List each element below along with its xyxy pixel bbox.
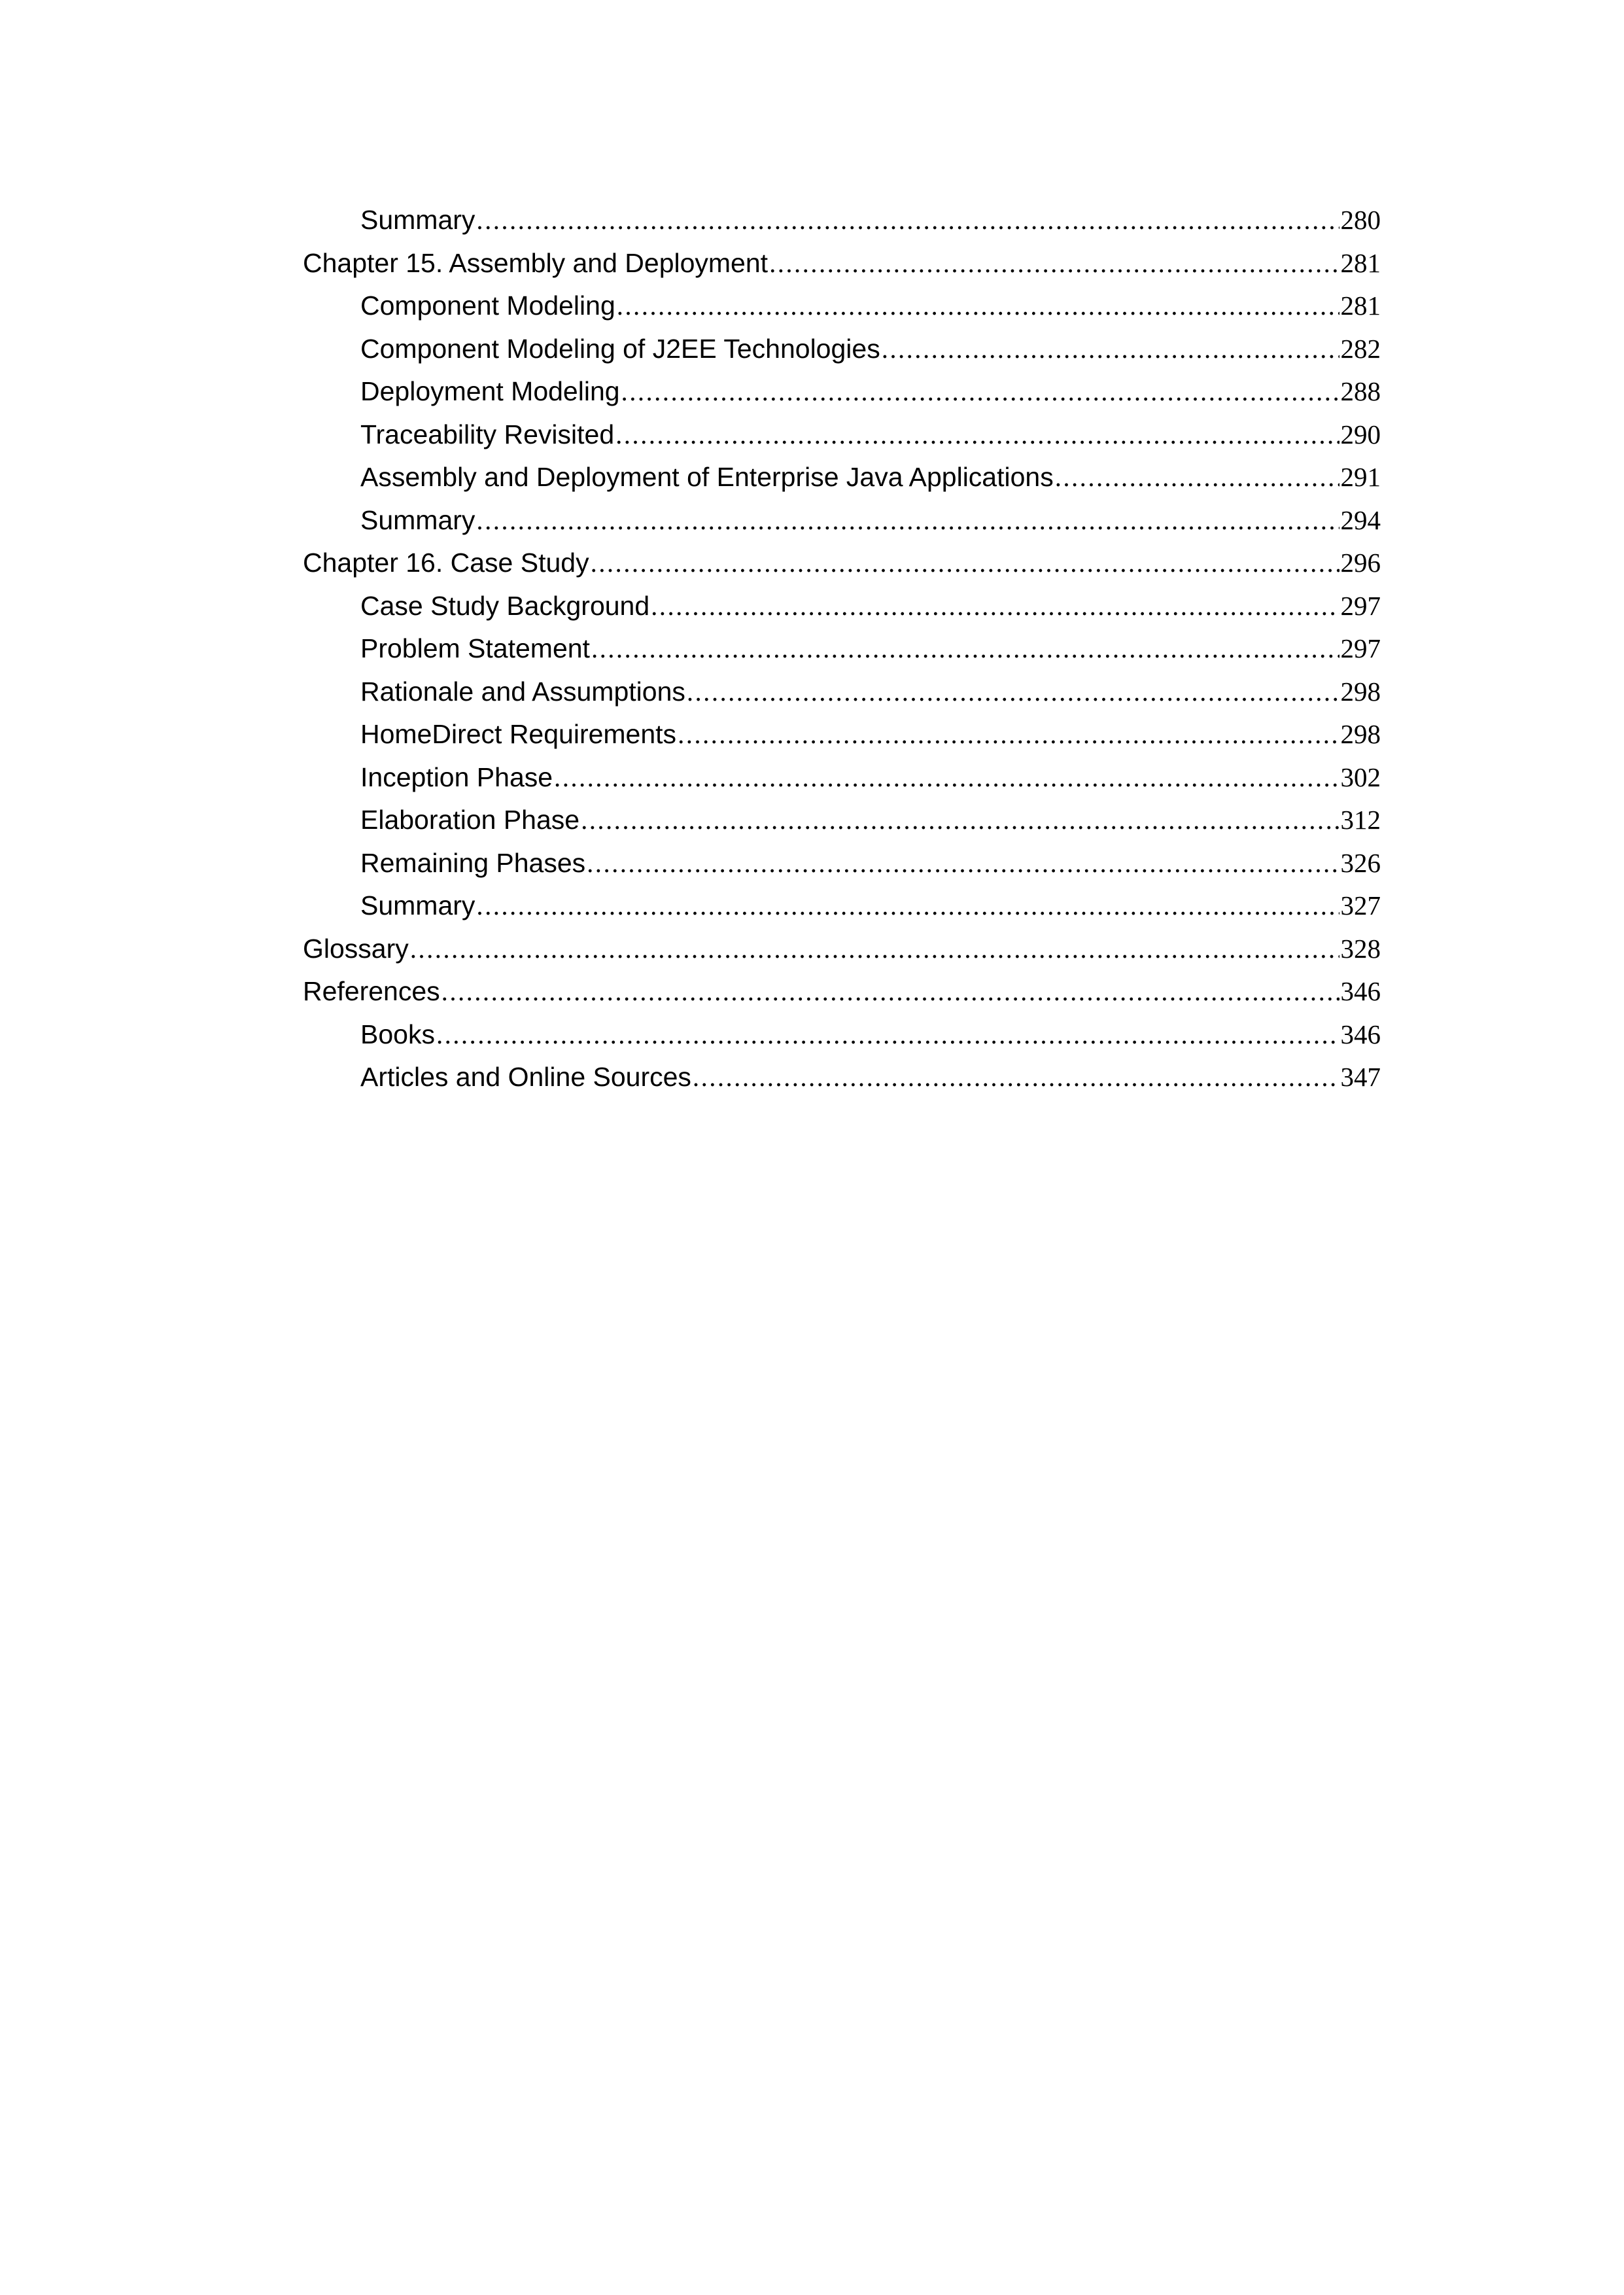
- toc-entry-title: Elaboration Phase: [360, 805, 580, 835]
- toc-entry-page-number: 280: [1340, 205, 1381, 235]
- toc-entry-title: Remaining Phases: [360, 847, 586, 878]
- toc-entry-page-number: 327: [1340, 890, 1381, 920]
- toc-entry-page-number: 347: [1340, 1062, 1381, 1092]
- dot-leader: [441, 970, 1339, 1013]
- toc-entry-page-number: 302: [1340, 762, 1381, 792]
- toc-entry-page-number: 288: [1340, 376, 1381, 406]
- toc-entry-title: Summary: [360, 890, 475, 920]
- toc-entry-summary-ch14[interactable]: [303, 199, 1381, 242]
- toc-entry-title: Assembly and Deployment of Enterprise Java Applications: [360, 462, 1054, 492]
- dot-leader: [678, 713, 1339, 756]
- toc-entry-page-number: 312: [1340, 805, 1381, 835]
- toc-entry-rationale-assumptions[interactable]: [303, 671, 1381, 714]
- toc-entry-page-number: 296: [1340, 548, 1381, 578]
- toc-entry-summary-ch16[interactable]: [303, 885, 1381, 928]
- dot-leader: [615, 413, 1339, 457]
- toc-entry-elaboration-phase[interactable]: [303, 799, 1381, 842]
- dot-leader: [476, 199, 1339, 242]
- dot-leader: [587, 842, 1339, 885]
- toc-entry-chapter-16[interactable]: [303, 542, 1381, 585]
- toc-entry-title: Problem Statement: [360, 633, 590, 663]
- toc-entry-glossary[interactable]: [303, 928, 1381, 971]
- toc-entry-page-number: 346: [1340, 976, 1381, 1006]
- toc-entry-component-modeling[interactable]: [303, 285, 1381, 328]
- toc-entry-page-number: 294: [1340, 504, 1381, 535]
- toc-entry-title: Articles and Online Sources: [360, 1062, 691, 1092]
- toc-entry-page-number: 346: [1340, 1019, 1381, 1049]
- dot-leader: [591, 542, 1339, 585]
- toc-entry-title: Inception Phase: [360, 762, 553, 792]
- dot-leader: [476, 499, 1339, 542]
- toc-entry-title: Case Study Background: [360, 590, 650, 621]
- toc-entry-articles-online-sources[interactable]: [303, 1056, 1381, 1099]
- toc-entry-title: Chapter 15. Assembly and Deployment: [303, 247, 769, 278]
- dot-leader: [621, 370, 1339, 413]
- toc-entry-chapter-15[interactable]: [303, 242, 1381, 285]
- table-of-contents: [303, 199, 1381, 1099]
- toc-entry-page-number: 298: [1340, 719, 1381, 749]
- dot-leader: [693, 1056, 1339, 1099]
- dot-leader: [1055, 456, 1339, 499]
- dot-leader: [410, 928, 1339, 971]
- toc-entry-title: Rationale and Assumptions: [360, 676, 685, 707]
- toc-entry-title: References: [303, 976, 440, 1006]
- toc-entry-traceability-revisited[interactable]: [303, 413, 1381, 457]
- dot-leader: [882, 328, 1339, 371]
- dot-leader: [769, 242, 1339, 285]
- dot-leader: [591, 627, 1339, 671]
- toc-entry-assembly-deployment-java[interactable]: [303, 456, 1381, 499]
- toc-entry-title: Traceability Revisited: [360, 419, 615, 449]
- toc-entry-page-number: 282: [1340, 333, 1381, 364]
- toc-entry-deployment-modeling[interactable]: [303, 370, 1381, 413]
- toc-entry-remaining-phases[interactable]: [303, 842, 1381, 885]
- dot-leader: [436, 1013, 1339, 1057]
- dot-leader: [554, 756, 1339, 799]
- toc-entry-page-number: 290: [1340, 419, 1381, 449]
- toc-entry-title: HomeDirect Requirements: [360, 719, 677, 749]
- toc-entry-title: Summary: [360, 504, 475, 535]
- toc-entry-title: Component Modeling of J2EE Technologies: [360, 333, 880, 364]
- dot-leader: [476, 885, 1339, 928]
- toc-entry-page-number: 326: [1340, 847, 1381, 878]
- toc-entry-page-number: 297: [1340, 590, 1381, 621]
- toc-entry-summary-ch15[interactable]: [303, 499, 1381, 542]
- toc-entry-case-study-background[interactable]: [303, 585, 1381, 628]
- toc-entry-references[interactable]: [303, 970, 1381, 1013]
- dot-leader: [617, 285, 1339, 328]
- toc-entry-page-number: 298: [1340, 676, 1381, 707]
- toc-entry-page-number: 291: [1340, 462, 1381, 492]
- toc-entry-title: Chapter 16. Case Study: [303, 548, 589, 578]
- toc-entry-page-number: 281: [1340, 290, 1381, 321]
- dot-leader: [687, 671, 1339, 714]
- toc-entry-homedirect-requirements[interactable]: [303, 713, 1381, 756]
- toc-entry-inception-phase[interactable]: [303, 756, 1381, 799]
- toc-entry-page-number: 328: [1340, 933, 1381, 964]
- toc-entry-problem-statement[interactable]: [303, 627, 1381, 671]
- toc-entry-title: Books: [360, 1019, 435, 1049]
- toc-entry-books[interactable]: [303, 1013, 1381, 1057]
- dot-leader: [651, 585, 1339, 628]
- toc-entry-page-number: 281: [1340, 247, 1381, 278]
- toc-entry-title: Component Modeling: [360, 290, 615, 321]
- toc-entry-title: Glossary: [303, 933, 409, 964]
- toc-entry-component-modeling-j2ee[interactable]: [303, 328, 1381, 371]
- toc-entry-title: Deployment Modeling: [360, 376, 620, 406]
- toc-entry-page-number: 297: [1340, 633, 1381, 663]
- dot-leader: [581, 799, 1339, 842]
- toc-entry-title: Summary: [360, 205, 475, 235]
